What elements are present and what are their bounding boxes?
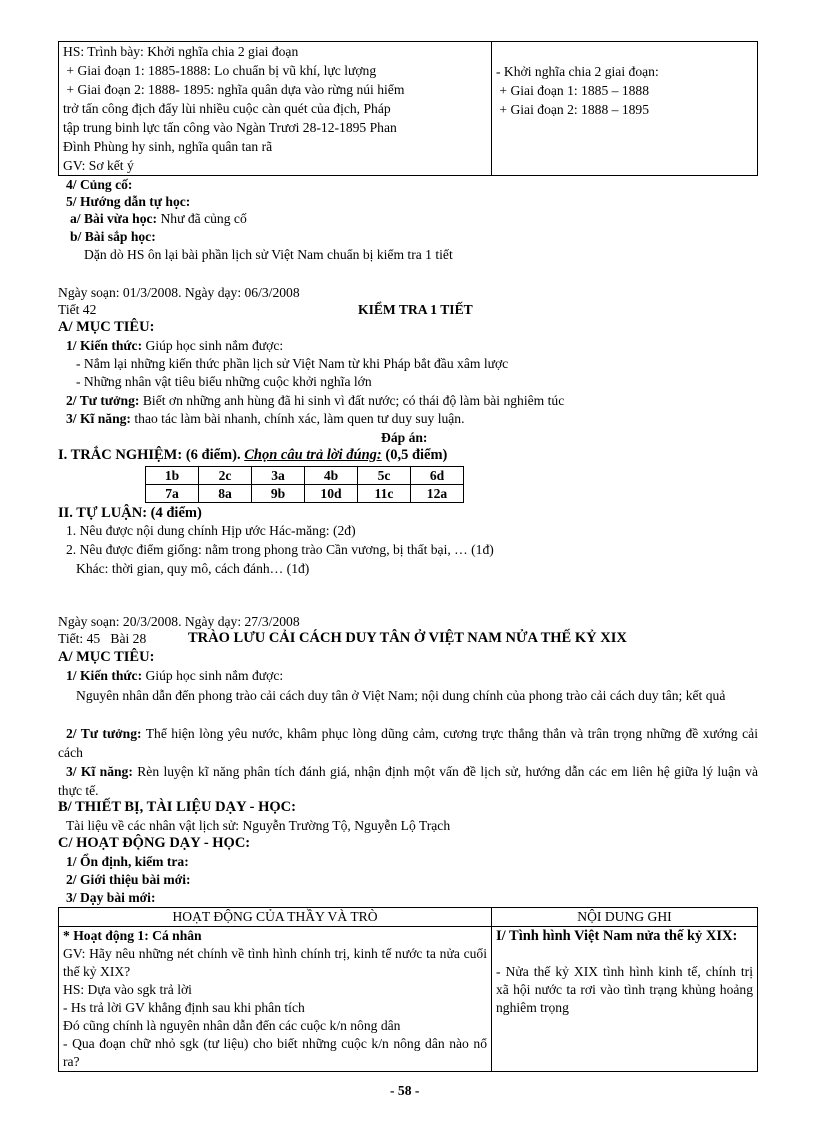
dap-an-heading: Đáp án: <box>381 430 428 445</box>
answer-row <box>146 467 464 485</box>
activity-row <box>59 927 758 1072</box>
lesson42-title: KIỂM TRA 1 TIẾT <box>358 302 473 317</box>
hoat-dong-1-label: * Hoạt động 1: Cá nhân <box>63 928 202 943</box>
activity-header-left: HOẠT ĐỘNG CỦA THẦY VÀ TRÒ <box>59 908 492 927</box>
ki-nang-label: 3/ Kĩ năng: <box>66 411 131 426</box>
left-qua: - Qua đoạn chữ nhỏ sgk (tư liệu) cho biết những cuộc k/n nông dân nào nổ ra? <box>63 1036 487 1069</box>
lesson45-tu-tuong <box>58 724 758 762</box>
bai-vua-hoc <box>70 211 247 227</box>
cung-co-heading: 4/ Củng cố: <box>66 177 133 192</box>
answer-cell: 4b <box>305 467 358 485</box>
lesson42-tu-tuong <box>66 393 564 409</box>
answer-cell: 1b <box>146 467 199 485</box>
lesson42-date: Ngày soạn: 01/3/2008. Ngày dạy: 06/3/2008 <box>58 285 300 300</box>
bai-vua-hoc-label: a/ Bài vừa học: <box>70 211 158 226</box>
bai-sap-hoc-label: b/ Bài sắp học: <box>70 229 156 244</box>
answer-cell: 5c <box>358 467 411 485</box>
lesson42-tiet: Tiết 42 <box>58 302 97 317</box>
lesson45-kien-thuc-paragraph: Nguyên nhân dẫn đến phong trào cải cách duy tân ở Việt Nam; nội dung chính của phong trào cải cách duy tân; kết quả <box>76 688 726 703</box>
lesson45-kien-thuc <box>66 668 283 684</box>
continuation-left-cell <box>59 42 492 176</box>
gioi-thieu-heading: 2/ Giới thiệu bài mới: <box>66 872 191 887</box>
lesson42-kt2: - Những nhân vật tiêu biểu những cuộc khởi nghĩa lớn <box>76 374 372 389</box>
answer-cell: 2c <box>199 467 252 485</box>
left-gv: GV: Hãy nêu những nét chính về tình hình chính trị, kinh tế nước ta nửa cuối thế kỷ XIX? <box>63 946 487 979</box>
page-number: - 58 - <box>390 1083 420 1098</box>
tu-luan-item-3: Khác: thời gian, quy mô, cách đánh… (1đ) <box>76 561 310 576</box>
text-line: trở tấn công địch đẩy lùi nhiều cuộc càn quét của địch, Pháp <box>63 101 391 116</box>
lesson45-title: TRÀO LƯU CẢI CÁCH DUY TÂN Ở VIỆT NAM NỬA THẾ KỶ XIX <box>188 630 627 646</box>
trac-nghiem-heading <box>58 447 447 464</box>
answer-cell: 9b <box>252 485 305 503</box>
right-heading: I/ Tình hình Việt Nam nửa thế kỷ XIX: <box>496 928 738 944</box>
ki-nang-text: Rèn luyện kĩ năng phân tích đánh giá, nhận định một vấn đề lịch sử, hướng dẫn các em liên hệ giữa lý luận và thực tế. <box>58 764 758 798</box>
answer-row <box>146 485 464 503</box>
text-line: + Giai đoạn 1: 1885 – 1888 <box>496 83 650 98</box>
continuation-table <box>58 41 758 176</box>
on-dinh-heading: 1/ Ổn định, kiểm tra: <box>66 854 189 869</box>
text-line: - Khởi nghĩa chia 2 giai đoạn: <box>496 64 659 79</box>
tu-luan-heading: II. TỰ LUẬN: (4 điểm) <box>58 505 202 521</box>
activity-table <box>58 907 758 1072</box>
kien-thuc-label: 1/ Kiến thức: <box>66 668 143 683</box>
lesson45-muc-tieu: A/ MỤC TIÊU: <box>58 649 155 665</box>
answer-cell: 6d <box>411 467 464 485</box>
text-line: HS: Trình bày: Khởi nghĩa chia 2 giai đoạn <box>63 44 299 59</box>
ki-nang-label: 3/ Kĩ năng: <box>66 764 133 779</box>
left-hs2: - Hs trả lời GV khẳng định sau khi phân tích <box>63 1000 305 1015</box>
tu-tuong-label: 2/ Tư tưởng: <box>66 726 142 741</box>
lesson45-date: Ngày soạn: 20/3/2008. Ngày dạy: 27/3/2008 <box>58 614 300 629</box>
answer-cell: 12a <box>411 485 464 503</box>
answer-cell: 7a <box>146 485 199 503</box>
trac-nghiem-instruction: Chọn câu trả lời đúng: <box>244 447 382 463</box>
answer-cell: 8a <box>199 485 252 503</box>
trac-nghiem-title: I. TRẮC NGHIỆM: (6 điểm). <box>58 447 245 463</box>
right-text: - Nửa thế kỷ XIX tình hình kinh tế, chính trị xã hội nước ta rơi vào tình trạng khủng hoảng nghiêm trọng <box>496 964 753 1015</box>
tu-luan-item-1: 1. Nêu được nội dung chính Hịp ước Hác-măng: (2đ) <box>66 523 356 538</box>
dan-do-text: Dặn dò HS ôn lại bài phần lịch sử Việt Nam chuẩn bị kiểm tra 1 tiết <box>84 247 453 262</box>
lesson45-tiet: Tiết: 45 Bài 28 <box>58 631 147 646</box>
tu-tuong-label: 2/ Tư tưởng: <box>66 393 140 408</box>
tai-lieu-text: Tài liệu về các nhân vật lịch sử: Nguyễn Trường Tộ, Nguyễn Lộ Trạch <box>66 818 451 833</box>
answer-table <box>145 466 464 503</box>
hoat-dong-heading: C/ HOẠT ĐỘNG DẠY - HỌC: <box>58 835 251 851</box>
bai-vua-hoc-text: Như đã củng cố <box>157 211 247 226</box>
lesson42-kien-thuc <box>66 338 283 354</box>
kien-thuc-text: Giúp học sinh nắm được: <box>142 668 284 683</box>
tu-tuong-text: Biết ơn những anh hùng đã hi sinh vì đất nước; có thái độ làm bài nghiêm túc <box>139 393 565 408</box>
day-bai-heading: 3/ Dạy bài mới: <box>66 890 156 905</box>
activity-right-cell <box>492 927 758 1072</box>
lesson42-muc-tieu: A/ MỤC TIÊU: <box>58 319 155 335</box>
text-line: + Giai đoạn 2: 1888 – 1895 <box>496 102 650 117</box>
left-hs: HS: Dựa vào sgk trả lời <box>63 982 192 997</box>
kien-thuc-text: Giúp học sinh nắm được: <box>142 338 284 353</box>
text-line: GV: Sơ kết ý <box>63 158 134 173</box>
left-do: Đó cũng chính là nguyên nhân dẫn đến các cuộc k/n nông dân <box>63 1018 401 1033</box>
continuation-right-cell <box>492 42 758 176</box>
activity-left-cell <box>59 927 492 1072</box>
tu-tuong-text: Thể hiện lòng yêu nước, khâm phục lòng dũng cảm, cương trực thẳng thắn và trân trọng những đề xướng cải cách <box>58 726 758 760</box>
thiet-bi-heading: B/ THIẾT BỊ, TÀI LIỆU DẠY - HỌC: <box>58 799 296 815</box>
kien-thuc-label: 1/ Kiến thức: <box>66 338 143 353</box>
lesson42-ki-nang <box>66 411 465 427</box>
answer-cell: 3a <box>252 467 305 485</box>
lesson42-kt1: - Nắm lại những kiến thức phần lịch sử Việt Nam từ khi Pháp bắt đầu xâm lược <box>76 356 509 371</box>
trac-nghiem-points: (0,5 điểm) <box>381 447 448 463</box>
lesson45-ki-nang <box>58 762 758 800</box>
answer-cell: 11c <box>358 485 411 503</box>
huong-dan-heading: 5/ Hướng dẫn tự học: <box>66 194 191 209</box>
answer-cell: 10d <box>305 485 358 503</box>
activity-header-right: NỘI DUNG GHI <box>492 908 758 927</box>
activity-header-row <box>59 908 758 927</box>
text-line: + Giai đoạn 1: 1885-1888: Lo chuẩn bị vũ khí, lực lượng <box>63 63 377 78</box>
text-line: Đình Phùng hy sinh, nghĩa quân tan rã <box>63 139 273 154</box>
tu-luan-item-2: 2. Nêu được điểm giống: nằm trong phong trào Cần vương, bị thất bại, … (1đ) <box>66 542 494 557</box>
text-line: tập trung binh lực tấn công vào Ngàn Trươi 28-12-1895 Phan <box>63 120 397 135</box>
ki-nang-text: thao tác làm bài nhanh, chính xác, làm quen tư duy suy luận. <box>130 411 465 426</box>
text-line: + Giai đoạn 2: 1888- 1895: nghĩa quân dựa vào rừng núi hiểm <box>63 82 405 97</box>
